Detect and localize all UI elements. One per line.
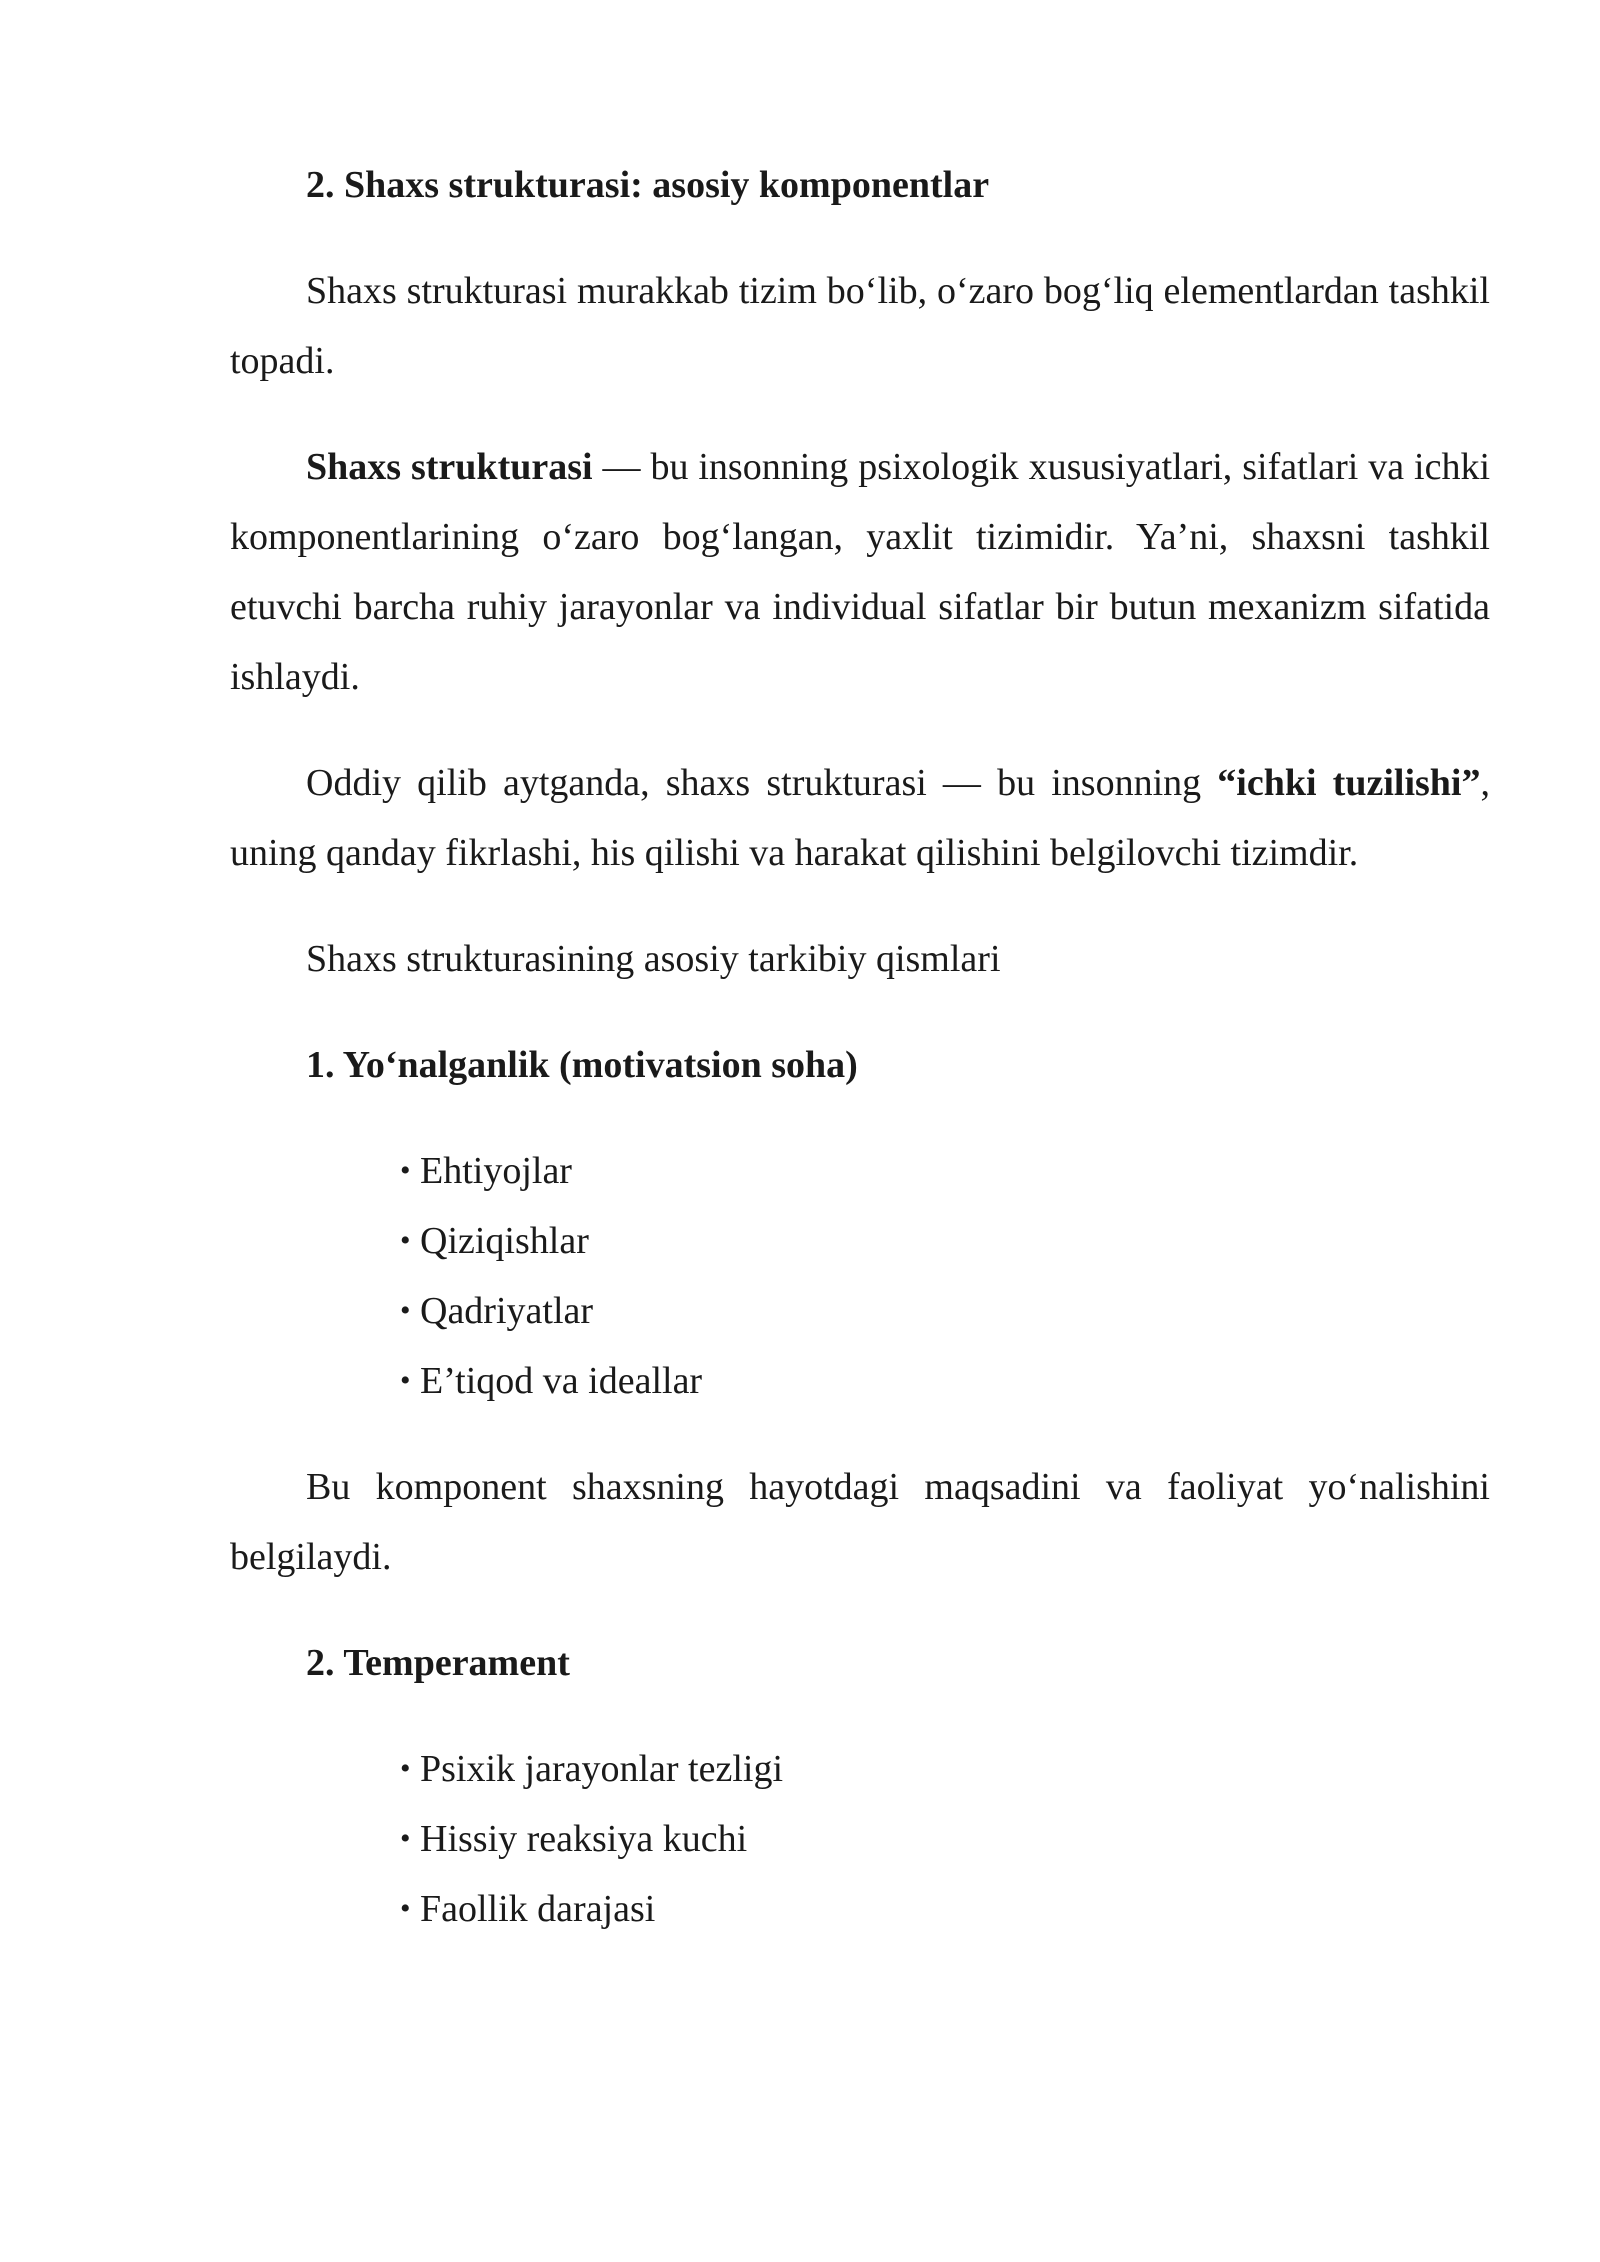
component-1-list — [230, 1136, 1490, 1416]
component-1-title: 1. Yo‘nalganlik (motivatsion soha) — [306, 1044, 858, 1086]
definition-paragraph — [230, 432, 1490, 712]
bullet-icon: • — [400, 1822, 411, 1855]
bullet-icon: • — [400, 1364, 411, 1397]
list-item-text: Psixik jarayonlar tezligi — [420, 1748, 784, 1790]
explanation-before: Oddiy qilib aytganda, shaxs strukturasi — bu insonning — [306, 762, 1218, 804]
list-item — [400, 1276, 1490, 1346]
list-item — [400, 1874, 1490, 1944]
definition-text: — bu insonning psixologik xususiyatlari, sifatlari va ichki komponentlarining o‘zaro bog‘langan, yaxlit tizimidir. Ya’ni, shaxsni tashkil etuvchi barcha ruhiy jarayonlar va individual sifatlar bir butun mexanizm sifatida ishlaydi. — [230, 446, 1491, 698]
list-item-text: Qiziqishlar — [420, 1220, 589, 1262]
bullet-icon: • — [400, 1752, 411, 1785]
list-item — [400, 1136, 1490, 1206]
intro-paragraph: Shaxs strukturasi murakkab tizim bo‘lib, o‘zaro bog‘liq elementlardan tashkil topadi. — [230, 270, 1490, 382]
component-2-title: 2. Temperament — [306, 1642, 570, 1684]
list-item — [400, 1804, 1490, 1874]
section-heading: 2. Shaxs strukturasi: asosiy komponentlar — [306, 164, 990, 206]
list-item-text: Qadriyatlar — [420, 1290, 594, 1332]
list-item-text: E’tiqod va ideallar — [420, 1360, 703, 1402]
list-item — [400, 1734, 1490, 1804]
list-item-text: Hissiy reaksiya kuchi — [420, 1818, 748, 1860]
bullet-icon: • — [400, 1224, 411, 1257]
bullet-icon: • — [400, 1892, 411, 1925]
bullet-icon: • — [400, 1154, 411, 1187]
list-item — [400, 1346, 1490, 1416]
components-intro: Shaxs strukturasining asosiy tarkibiy qismlari — [306, 938, 1001, 980]
explanation-emphasis: “ichki tuzilishi” — [1217, 762, 1481, 804]
definition-term: Shaxs strukturasi — [306, 446, 593, 488]
list-item-text: Ehtiyojlar — [420, 1150, 572, 1192]
component-2-list — [230, 1734, 1490, 1944]
component-1-note: Bu komponent shaxsning hayotdagi maqsadini va faoliyat yo‘nalishini belgilaydi. — [230, 1466, 1490, 1578]
list-item-text: Faollik darajasi — [420, 1888, 656, 1930]
explanation-after: , uning qanday fikrlashi, his qilishi va harakat qilishini belgilovchi tizimdir. — [230, 762, 1490, 874]
list-item — [400, 1206, 1490, 1276]
bullet-icon: • — [400, 1294, 411, 1327]
simple-explanation-paragraph — [230, 748, 1490, 888]
document-page — [230, 150, 1490, 1944]
